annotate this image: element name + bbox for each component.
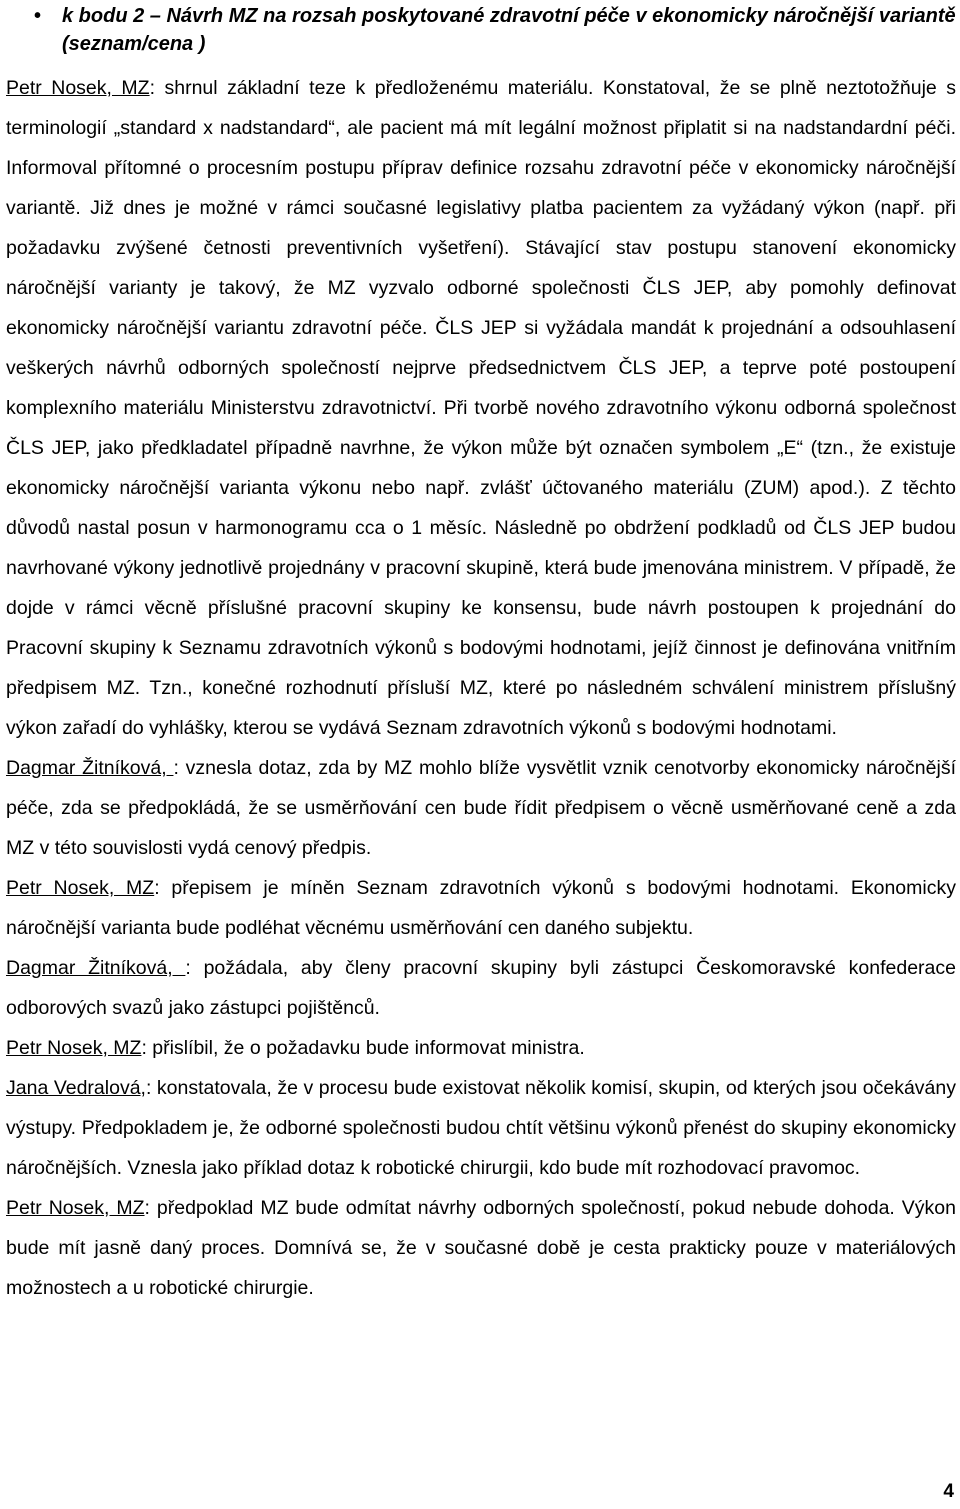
document-page [6, 0, 956, 1308]
bullet-icon: • [34, 5, 42, 27]
speaker-name: Dagmar Žitníková, [6, 957, 186, 979]
agenda-item-heading [6, 2, 956, 58]
speaker-name: Petr Nosek, MZ [6, 1037, 142, 1059]
paragraph-text: : přepisem je míněn Seznam zdravotních výkonů s bodovými hodnotami. Ekonomicky náročnější varianta bude podléhat věcnému usměrňování cen daného subjektu. [6, 877, 956, 939]
speaker-name: Petr Nosek, MZ [6, 77, 150, 99]
paragraph-text: : požádala, aby členy pracovní skupiny byli zástupci Českomoravské konfederace odborových svazů jako zástupci pojištěnců. [6, 957, 956, 1019]
heading-text: k bodu 2 – Návrh MZ na rozsah poskytované zdravotní péče v ekonomicky náročnější variantě (seznam/cena ) [62, 5, 956, 55]
paragraph-text: : předpoklad MZ bude odmítat návrhy odborných společností, pokud nebude dohoda. Výkon bude mít jasně daný proces. Domnívá se, že v současné době je cesta prakticky pouze v materiálových možnostech a u robotické chirurgie. [6, 1197, 956, 1299]
paragraph-nosek-4 [6, 1188, 956, 1308]
paragraph-nosek-3 [6, 1028, 956, 1068]
paragraph-text: : vznesla dotaz, zda by MZ mohlo blíže vysvětlit vznik cenotvorby ekonomicky náročnější péče, zda se předpokládá, že se usměrňování cen bude řídit předpisem o věcně usměrňované ceně a zda MZ v této souvislosti vydá cenový předpis. [6, 757, 956, 859]
speaker-name: Jana Vedralová, [6, 1077, 146, 1099]
paragraph-text: : shrnul základní teze k předloženému materiálu. Konstatoval, že se plně neztotožňuje s terminologií „standard x nadstandard“, ale pacient má mít legální možnost připlatit si na nadstandardní péči. Informoval přítomné o procesním postupu příprav definice rozsahu zdravotní péče v ekonomicky náročnější variantě. Již dnes je možné v rámci současné legislativy platba pacientem za vyžádaný výkon (např. při požadavku zvýšené četnosti preventivních vyšetření). Stávající stav postupu stanovení ekonomicky náročnější varianty je takový, že MZ vyzvalo odborné společnosti ČLS JEP, aby pomohly definovat ekonomicky náročnější variantu zdravotní péče. ČLS JEP si vyžádala mandát k projednání a odsouhlasení veškerých návrhů odborných společností nejprve předsednictvem ČLS JEP, a teprve poté postoupení komplexního materiálu Ministerstvu zdravotnictví. Při tvorbě nového zdravotního výkonu odborná společnost ČLS JEP, jako předkladatel případně navrhne, že výkon může být označen symbolem „E“ (tzn., že existuje ekonomicky náročnější varianta výkonu nebo např. zvlášť účtovaného materiálu (ZUM) apod.). Z těchto důvodů nastal posun v harmonogramu cca o 1 měsíc. Následně po obdržení podkladů od ČLS JEP budou navrhované výkony jednotlivě projednány v pracovní skupině, která bude jmenována ministrem. V případě, že dojde v rámci věcně příslušné pracovní skupiny ke konsensu, bude návrh postoupen k projednání do Pracovní skupiny k Seznamu zdravotních výkonů s bodovými hodnotami, jejíž činnost je definována vnitřním předpisem MZ. Tzn., konečné rozhodnutí přísluší MZ, které po následném schválení ministrem příslušný výkon zařadí do vyhlášky, kterou se vydává Seznam zdravotních výkonů s bodovými hodnotami. [6, 77, 956, 739]
speaker-name: Dagmar Žitníková, [6, 757, 174, 779]
paragraph-vedralova [6, 1068, 956, 1188]
paragraph-text: : konstatovala, že v procesu bude existovat několik komisí, skupin, od kterých jsou očekávány výstupy. Předpokladem je, že odborné společnosti budou chtít většinu výkonů přenést do skupiny ekonomicky náročnějších. Vznesla jako příklad dotaz k robotické chirurgii, kdo bude mít rozhodovací pravomoc. [6, 1077, 956, 1179]
speaker-name: Petr Nosek, MZ [6, 1197, 145, 1219]
paragraph-text: : přislíbil, že o požadavku bude informovat ministra. [141, 1037, 585, 1059]
paragraph-zitnikova-2 [6, 948, 956, 1028]
paragraph-nosek-2 [6, 868, 956, 948]
speaker-name: Petr Nosek, MZ [6, 877, 155, 899]
paragraph-zitnikova-1 [6, 748, 956, 868]
paragraph-nosek-1 [6, 68, 956, 748]
page-number: 4 [943, 1481, 954, 1502]
